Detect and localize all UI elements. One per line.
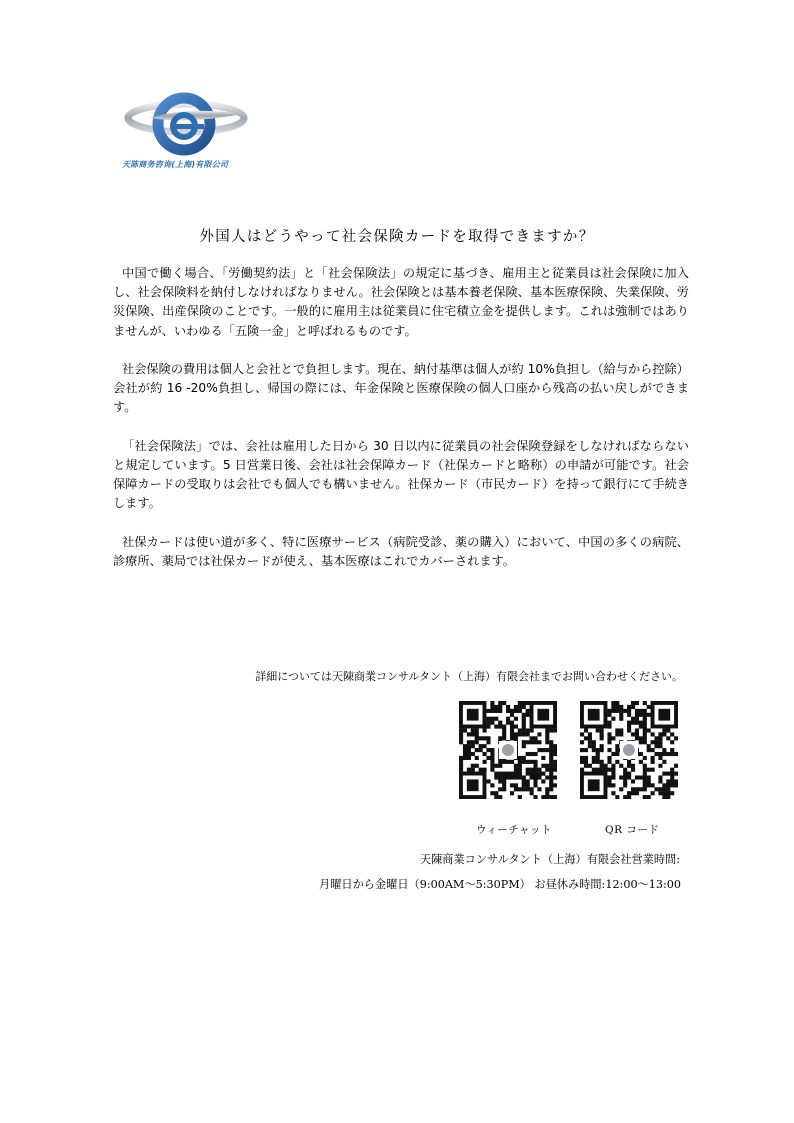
document-body xyxy=(113,264,689,590)
wechat-qr-label: ウィーチャット xyxy=(476,824,553,836)
logo-emblem-icon xyxy=(118,84,278,159)
business-hours-detail: 月曜日から金曜日（9:00AM～5:30PM） お昼休み時間:12:00～13:00 xyxy=(319,878,681,891)
wechat-qr-code-icon xyxy=(459,701,557,799)
paragraph: 社保カードは使い道が多く、特に医療サービス（病院受診、薬の購入）において、中国の多くの病院、診療所、薬局では社保カードが使え、基本医療はこれでカバーされます。 xyxy=(113,534,689,568)
paragraph: 「社会保険法」では、会社は雇用した日から 30 日以内に従業員の社会保険登録をしなければならないと規定しています。5 日営業日後、会社は社会保障カード（社保カードと略称）の申請が可能です。社会保障カードの受取りは会社でも個人でも構いません。社保カード（市民カード）を持って銀行にて手続きします。 xyxy=(113,438,689,511)
paragraph: 中国で働く場合、「労働契約法」と「社会保険法」の規定に基づき、雇用主と従業員は社会保険に加入し、社会保険料を納付しなければなりません。社会保険とは基本養老保険、基本医療保険、失業保険、労災保険、出産保険のことです。一般的に雇用主は従業員に住宅積立金を提供します。これは強制ではありませんが、いわゆる「五険一金」と呼ばれるものです。 xyxy=(113,266,689,338)
qr-code-icon xyxy=(580,701,678,799)
company-name: 天陈商务咨询(上海)有限公司 xyxy=(122,160,229,169)
contact-intro: 詳細については天陳商業コンサルタント（上海）有限会社までお問い合わせください。 xyxy=(255,670,683,683)
company-logo xyxy=(118,84,278,176)
business-hours-title: 天陳商業コンサルタント（上海）有限会社営業時間: xyxy=(419,853,680,866)
document-title: 外国人はどうやって社会保険カードを取得できますか？ xyxy=(199,229,595,245)
paragraph: 社会保険の費用は個人と会社とで負担します。現在、納付基準は個人が約 10%負担し（給与から控除）会社が約 16 -20%負担し、帰国の際には、年金保険と医療保険の個人口座から残高の払い戻しができます。 xyxy=(113,362,689,415)
qr-code-label: QR コード xyxy=(605,824,660,836)
